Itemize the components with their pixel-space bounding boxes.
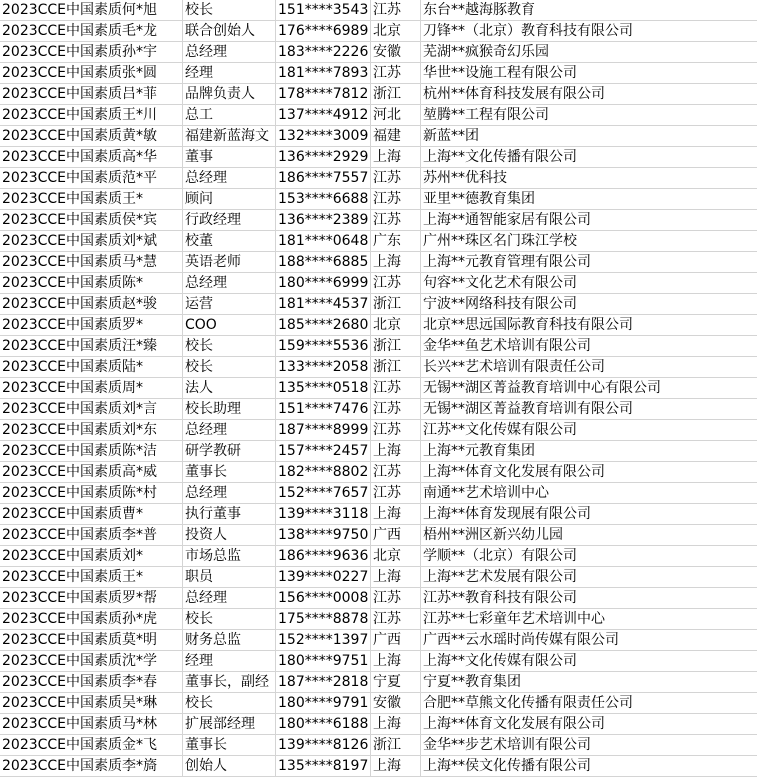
cell-phone[interactable]: 186****7557	[276, 168, 371, 188]
cell-name[interactable]: 2023CCE中国素质吴*琳	[0, 693, 183, 713]
table-row	[0, 651, 757, 672]
cell-province[interactable]: 上海	[371, 651, 421, 671]
cell-name[interactable]: 2023CCE中国素质莫*明	[0, 630, 183, 650]
cell-phone[interactable]: 182****8802	[276, 462, 371, 482]
cell-title[interactable]: 总经理	[183, 483, 276, 503]
cell-phone[interactable]: 185****2680	[276, 315, 371, 335]
cell-title[interactable]: 执行董事	[183, 504, 276, 524]
cell-phone[interactable]: 187****2818	[276, 672, 371, 692]
cell-name[interactable]: 2023CCE中国素质赵*骏	[0, 294, 183, 314]
cell-province[interactable]: 宁夏	[371, 672, 421, 692]
cell-company[interactable]: 金华**鱼艺术培训有限公司	[423, 338, 591, 354]
cell-phone[interactable]: 181****0648	[276, 231, 371, 251]
table-row	[0, 462, 757, 483]
cell-name[interactable]: 2023CCE中国素质马*林	[0, 714, 183, 734]
cell-province[interactable]: 河北	[371, 105, 421, 125]
cell-title[interactable]: 财务总监	[183, 630, 276, 650]
cell-title[interactable]: 研学教研	[183, 441, 276, 461]
cell-name[interactable]: 2023CCE中国素质罗*	[0, 315, 183, 335]
cell-province[interactable]: 上海	[371, 441, 421, 461]
cell-phone[interactable]: 136****2389	[276, 210, 371, 230]
cell-company[interactable]: 长兴**艺术培训有限责任公司	[423, 359, 605, 375]
cell-phone[interactable]: 136****2929	[276, 147, 371, 167]
table-row	[0, 525, 757, 546]
cell-company[interactable]: 北京**思远国际教育科技有限公司	[423, 317, 633, 333]
cell-title[interactable]: COO	[183, 315, 276, 335]
cell-title[interactable]: 市场总监	[183, 546, 276, 566]
cell-province[interactable]: 江苏	[371, 483, 421, 503]
cell-title[interactable]: 校长	[183, 0, 276, 20]
cell-company[interactable]: 上海**体育发现展有限公司	[423, 506, 591, 522]
cell-phone[interactable]: 175****8878	[276, 609, 371, 629]
cell-phone[interactable]: 135****0518	[276, 378, 371, 398]
cell-title[interactable]: 校长	[183, 336, 276, 356]
cell-name[interactable]: 2023CCE中国素质黄*敏	[0, 126, 183, 146]
cell-company[interactable]: 宁夏**教育集团	[423, 674, 521, 690]
cell-title[interactable]: 总经理	[183, 273, 276, 293]
cell-province[interactable]: 福建	[371, 126, 421, 146]
cell-title[interactable]: 品牌负责人	[183, 84, 276, 104]
cell-title[interactable]: 董事长	[183, 735, 276, 755]
cell-phone[interactable]: 152****7657	[276, 483, 371, 503]
table-row	[0, 315, 757, 336]
cell-title[interactable]: 总经理	[183, 42, 276, 62]
cell-province[interactable]: 浙江	[371, 294, 421, 314]
cell-company[interactable]: 东台**越海豚教育	[423, 2, 535, 18]
cell-province[interactable]: 上海	[371, 252, 421, 272]
cell-province[interactable]: 江苏	[371, 273, 421, 293]
cell-title[interactable]: 校长	[183, 609, 276, 629]
cell-phone[interactable]: 133****2058	[276, 357, 371, 377]
cell-name[interactable]: 2023CCE中国素质李*旖	[0, 756, 183, 776]
cell-province[interactable]: 上海	[371, 714, 421, 734]
cell-company[interactable]: 句容**文化艺术有限公司	[423, 275, 577, 291]
cell-province[interactable]: 江苏	[371, 168, 421, 188]
cell-province[interactable]: 上海	[371, 567, 421, 587]
cell-company[interactable]: 上海**文化传播有限公司	[423, 149, 577, 165]
table-row	[0, 0, 757, 21]
cell-title[interactable]: 董事长，副经	[183, 672, 276, 692]
cell-title[interactable]: 校长	[183, 693, 276, 713]
table-row	[0, 693, 757, 714]
cell-title[interactable]: 总工	[183, 105, 276, 125]
cell-name[interactable]: 2023CCE中国素质毛*龙	[0, 21, 183, 41]
cell-company[interactable]: 梧州**洲区新兴幼儿园	[423, 527, 563, 543]
table-row	[0, 735, 757, 756]
cell-province[interactable]: 浙江	[371, 336, 421, 356]
cell-company[interactable]: 上海**元教育管理有限公司	[423, 254, 591, 270]
cell-phone[interactable]: 181****4537	[276, 294, 371, 314]
cell-company[interactable]: 上海**元教育集团	[423, 443, 535, 459]
cell-name[interactable]: 2023CCE中国素质孙*宇	[0, 42, 183, 62]
cell-name[interactable]: 2023CCE中国素质范*平	[0, 168, 183, 188]
cell-name[interactable]: 2023CCE中国素质刘*东	[0, 420, 183, 440]
cell-province[interactable]: 江苏	[371, 189, 421, 209]
cell-phone[interactable]: 132****3009	[276, 126, 371, 146]
table-row	[0, 273, 757, 294]
table-row	[0, 672, 757, 693]
table-row	[0, 105, 757, 126]
cell-title[interactable]: 总经理	[183, 168, 276, 188]
cell-province[interactable]: 北京	[371, 546, 421, 566]
cell-phone[interactable]: 156****0008	[276, 588, 371, 608]
table-row	[0, 210, 757, 231]
cell-phone[interactable]: 139****0227	[276, 567, 371, 587]
cell-name[interactable]: 2023CCE中国素质刘*斌	[0, 231, 183, 251]
table-row	[0, 63, 757, 84]
cell-phone[interactable]: 188****6885	[276, 252, 371, 272]
cell-title[interactable]: 董事长	[183, 462, 276, 482]
cell-phone[interactable]: 159****5536	[276, 336, 371, 356]
cell-title[interactable]: 董事	[183, 147, 276, 167]
table-row	[0, 399, 757, 420]
cell-title[interactable]: 创始人	[183, 756, 276, 776]
cell-company[interactable]: 南通**艺术培训中心	[423, 485, 549, 501]
cell-title[interactable]: 扩展部经理	[183, 714, 276, 734]
cell-province[interactable]: 安徽	[371, 42, 421, 62]
cell-title[interactable]: 行政经理	[183, 210, 276, 230]
cell-name[interactable]: 2023CCE中国素质何*旭	[0, 0, 183, 20]
cell-province[interactable]: 江苏	[371, 609, 421, 629]
table-row	[0, 357, 757, 378]
cell-title[interactable]: 福建新蓝海文	[183, 126, 276, 146]
table-row	[0, 441, 757, 462]
cell-title[interactable]: 法人	[183, 378, 276, 398]
cell-province[interactable]: 江苏	[371, 63, 421, 83]
cell-company[interactable]: 上海**体育文化发展有限公司	[423, 716, 605, 732]
table-row	[0, 378, 757, 399]
table-row	[0, 84, 757, 105]
cell-title[interactable]: 校长助理	[183, 399, 276, 419]
cell-name[interactable]: 2023CCE中国素质王*川	[0, 105, 183, 125]
cell-phone[interactable]: 151****7476	[276, 399, 371, 419]
table-row	[0, 567, 757, 588]
cell-title[interactable]: 职员	[183, 567, 276, 587]
table-row	[0, 147, 757, 168]
cell-name[interactable]: 2023CCE中国素质刘*言	[0, 399, 183, 419]
table-row	[0, 756, 757, 777]
cell-company[interactable]: 苏州**优科技	[423, 170, 507, 186]
cell-province[interactable]: 江苏	[371, 462, 421, 482]
cell-title[interactable]: 经理	[183, 651, 276, 671]
cell-province[interactable]: 浙江	[371, 735, 421, 755]
cell-name[interactable]: 2023CCE中国素质高*华	[0, 147, 183, 167]
cell-company[interactable]: 合肥**草熊文化传播有限责任公司	[423, 695, 633, 711]
cell-company[interactable]: 广州**珠区名门珠江学校	[423, 233, 577, 249]
cell-name[interactable]: 2023CCE中国素质李*春	[0, 672, 183, 692]
cell-company[interactable]: 无锡**湖区菁益教育培训有限公司	[423, 401, 633, 417]
cell-name[interactable]: 2023CCE中国素质侯*宾	[0, 210, 183, 230]
cell-province[interactable]: 上海	[371, 756, 421, 776]
cell-company[interactable]: 宁波**网络科技有限公司	[423, 296, 577, 312]
cell-company[interactable]: 堃腾**工程有限公司	[423, 107, 549, 123]
table-row	[0, 294, 757, 315]
cell-province[interactable]: 广东	[371, 231, 421, 251]
cell-province[interactable]: 北京	[371, 315, 421, 335]
cell-phone[interactable]: 135****8197	[276, 756, 371, 776]
cell-phone[interactable]: 180****6999	[276, 273, 371, 293]
cell-company[interactable]: 无锡**湖区菁益教育培训中心有限公司	[423, 380, 661, 396]
cell-province[interactable]: 上海	[371, 504, 421, 524]
cell-title[interactable]: 顾问	[183, 189, 276, 209]
table-row	[0, 630, 757, 651]
cell-name[interactable]: 2023CCE中国素质李*普	[0, 525, 183, 545]
cell-title[interactable]: 总经理	[183, 420, 276, 440]
table-row	[0, 714, 757, 735]
cell-company[interactable]: 江苏**教育科技有限公司	[423, 590, 577, 606]
cell-phone[interactable]: 187****8999	[276, 420, 371, 440]
cell-phone[interactable]: 180****9791	[276, 693, 371, 713]
table-row	[0, 336, 757, 357]
cell-name[interactable]: 2023CCE中国素质沈*学	[0, 651, 183, 671]
cell-name[interactable]: 2023CCE中国素质马*慧	[0, 252, 183, 272]
cell-phone[interactable]: 137****4912	[276, 105, 371, 125]
cell-company[interactable]: 江苏**七彩童年艺术培训中心	[423, 611, 605, 627]
cell-province[interactable]: 广西	[371, 630, 421, 650]
cell-province[interactable]: 江苏	[371, 210, 421, 230]
cell-name[interactable]: 2023CCE中国素质陈*村	[0, 483, 183, 503]
cell-company[interactable]: 芜湖**疯猴奇幻乐园	[423, 44, 549, 60]
cell-title[interactable]: 校长	[183, 357, 276, 377]
cell-province[interactable]: 安徽	[371, 693, 421, 713]
cell-phone[interactable]: 181****7893	[276, 63, 371, 83]
cell-company[interactable]: 上海**通智能家居有限公司	[423, 212, 591, 228]
cell-name[interactable]: 2023CCE中国素质王*	[0, 189, 183, 209]
table-row	[0, 483, 757, 504]
cell-company[interactable]: 上海**侯文化传播有限公司	[423, 758, 591, 774]
cell-phone[interactable]: 138****9750	[276, 525, 371, 545]
cell-name[interactable]: 2023CCE中国素质陈*	[0, 273, 183, 293]
cell-province[interactable]: 浙江	[371, 84, 421, 104]
cell-phone[interactable]: 180****9751	[276, 651, 371, 671]
cell-company[interactable]: 金华**步艺术培训有限公司	[423, 737, 591, 753]
cell-name[interactable]: 2023CCE中国素质孙*虎	[0, 609, 183, 629]
cell-name[interactable]: 2023CCE中国素质汪*臻	[0, 336, 183, 356]
cell-name[interactable]: 2023CCE中国素质陈*洁	[0, 441, 183, 461]
cell-title[interactable]: 经理	[183, 63, 276, 83]
cell-province[interactable]: 北京	[371, 21, 421, 41]
cell-company[interactable]: 新蓝**团	[423, 128, 479, 144]
cell-name[interactable]: 2023CCE中国素质吕*菲	[0, 84, 183, 104]
table-row	[0, 504, 757, 525]
cell-phone[interactable]: 139****3118	[276, 504, 371, 524]
table-row	[0, 546, 757, 567]
cell-name[interactable]: 2023CCE中国素质高*威	[0, 462, 183, 482]
cell-phone[interactable]: 180****6188	[276, 714, 371, 734]
table-row	[0, 420, 757, 441]
cell-province[interactable]: 江苏	[371, 378, 421, 398]
cell-name[interactable]: 2023CCE中国素质陆*	[0, 357, 183, 377]
cell-company[interactable]: 杭州**体育科技发展有限公司	[423, 86, 605, 102]
cell-phone[interactable]: 139****8126	[276, 735, 371, 755]
cell-phone[interactable]: 176****6989	[276, 21, 371, 41]
cell-name[interactable]: 2023CCE中国素质周*	[0, 378, 183, 398]
table-row	[0, 609, 757, 630]
cell-name[interactable]: 2023CCE中国素质刘*	[0, 546, 183, 566]
cell-title[interactable]: 联合创始人	[183, 21, 276, 41]
table-row	[0, 231, 757, 252]
table-row	[0, 588, 757, 609]
cell-province[interactable]: 江苏	[371, 0, 421, 20]
cell-province[interactable]: 江苏	[371, 399, 421, 419]
cell-company[interactable]: 广西**云水瑶时尚传媒有限公司	[423, 632, 619, 648]
cell-province[interactable]: 广西	[371, 525, 421, 545]
cell-company[interactable]: 刀锋**（北京）教育科技有限公司	[423, 23, 633, 39]
cell-phone[interactable]: 186****9636	[276, 546, 371, 566]
table-row	[0, 189, 757, 210]
table-row	[0, 42, 757, 63]
cell-name[interactable]: 2023CCE中国素质王*	[0, 567, 183, 587]
table-row	[0, 168, 757, 189]
cell-company[interactable]: 江苏**文化传媒有限公司	[423, 422, 577, 438]
table-row	[0, 21, 757, 42]
cell-phone[interactable]: 152****1397	[276, 630, 371, 650]
cell-province[interactable]: 浙江	[371, 357, 421, 377]
cell-title[interactable]: 英语老师	[183, 252, 276, 272]
cell-province[interactable]: 上海	[371, 147, 421, 167]
cell-company[interactable]: 上海**艺术发展有限公司	[423, 569, 577, 585]
cell-title[interactable]: 投资人	[183, 525, 276, 545]
cell-title[interactable]: 运营	[183, 294, 276, 314]
cell-name[interactable]: 2023CCE中国素质曹*	[0, 504, 183, 524]
cell-title[interactable]: 总经理	[183, 588, 276, 608]
cell-phone[interactable]: 157****2457	[276, 441, 371, 461]
cell-company[interactable]: 华世**设施工程有限公司	[423, 65, 577, 81]
cell-name[interactable]: 2023CCE中国素质张*圆	[0, 63, 183, 83]
cell-phone[interactable]: 178****7812	[276, 84, 371, 104]
cell-province[interactable]: 江苏	[371, 588, 421, 608]
table-row	[0, 252, 757, 273]
cell-phone[interactable]: 183****2226	[276, 42, 371, 62]
cell-company[interactable]: 上海**体育文化发展有限公司	[423, 464, 605, 480]
table-row	[0, 126, 757, 147]
cell-title[interactable]: 校董	[183, 231, 276, 251]
cell-company[interactable]: 学顺**（北京）有限公司	[423, 548, 577, 564]
cell-name[interactable]: 2023CCE中国素质金*飞	[0, 735, 183, 755]
cell-province[interactable]: 江苏	[371, 420, 421, 440]
cell-company[interactable]: 亚里**德教育集团	[423, 191, 535, 207]
cell-phone[interactable]: 151****3543	[276, 0, 371, 20]
cell-company[interactable]: 上海**文化传媒有限公司	[423, 653, 577, 669]
cell-name[interactable]: 2023CCE中国素质罗*帮	[0, 588, 183, 608]
cell-phone[interactable]: 153****6688	[276, 189, 371, 209]
